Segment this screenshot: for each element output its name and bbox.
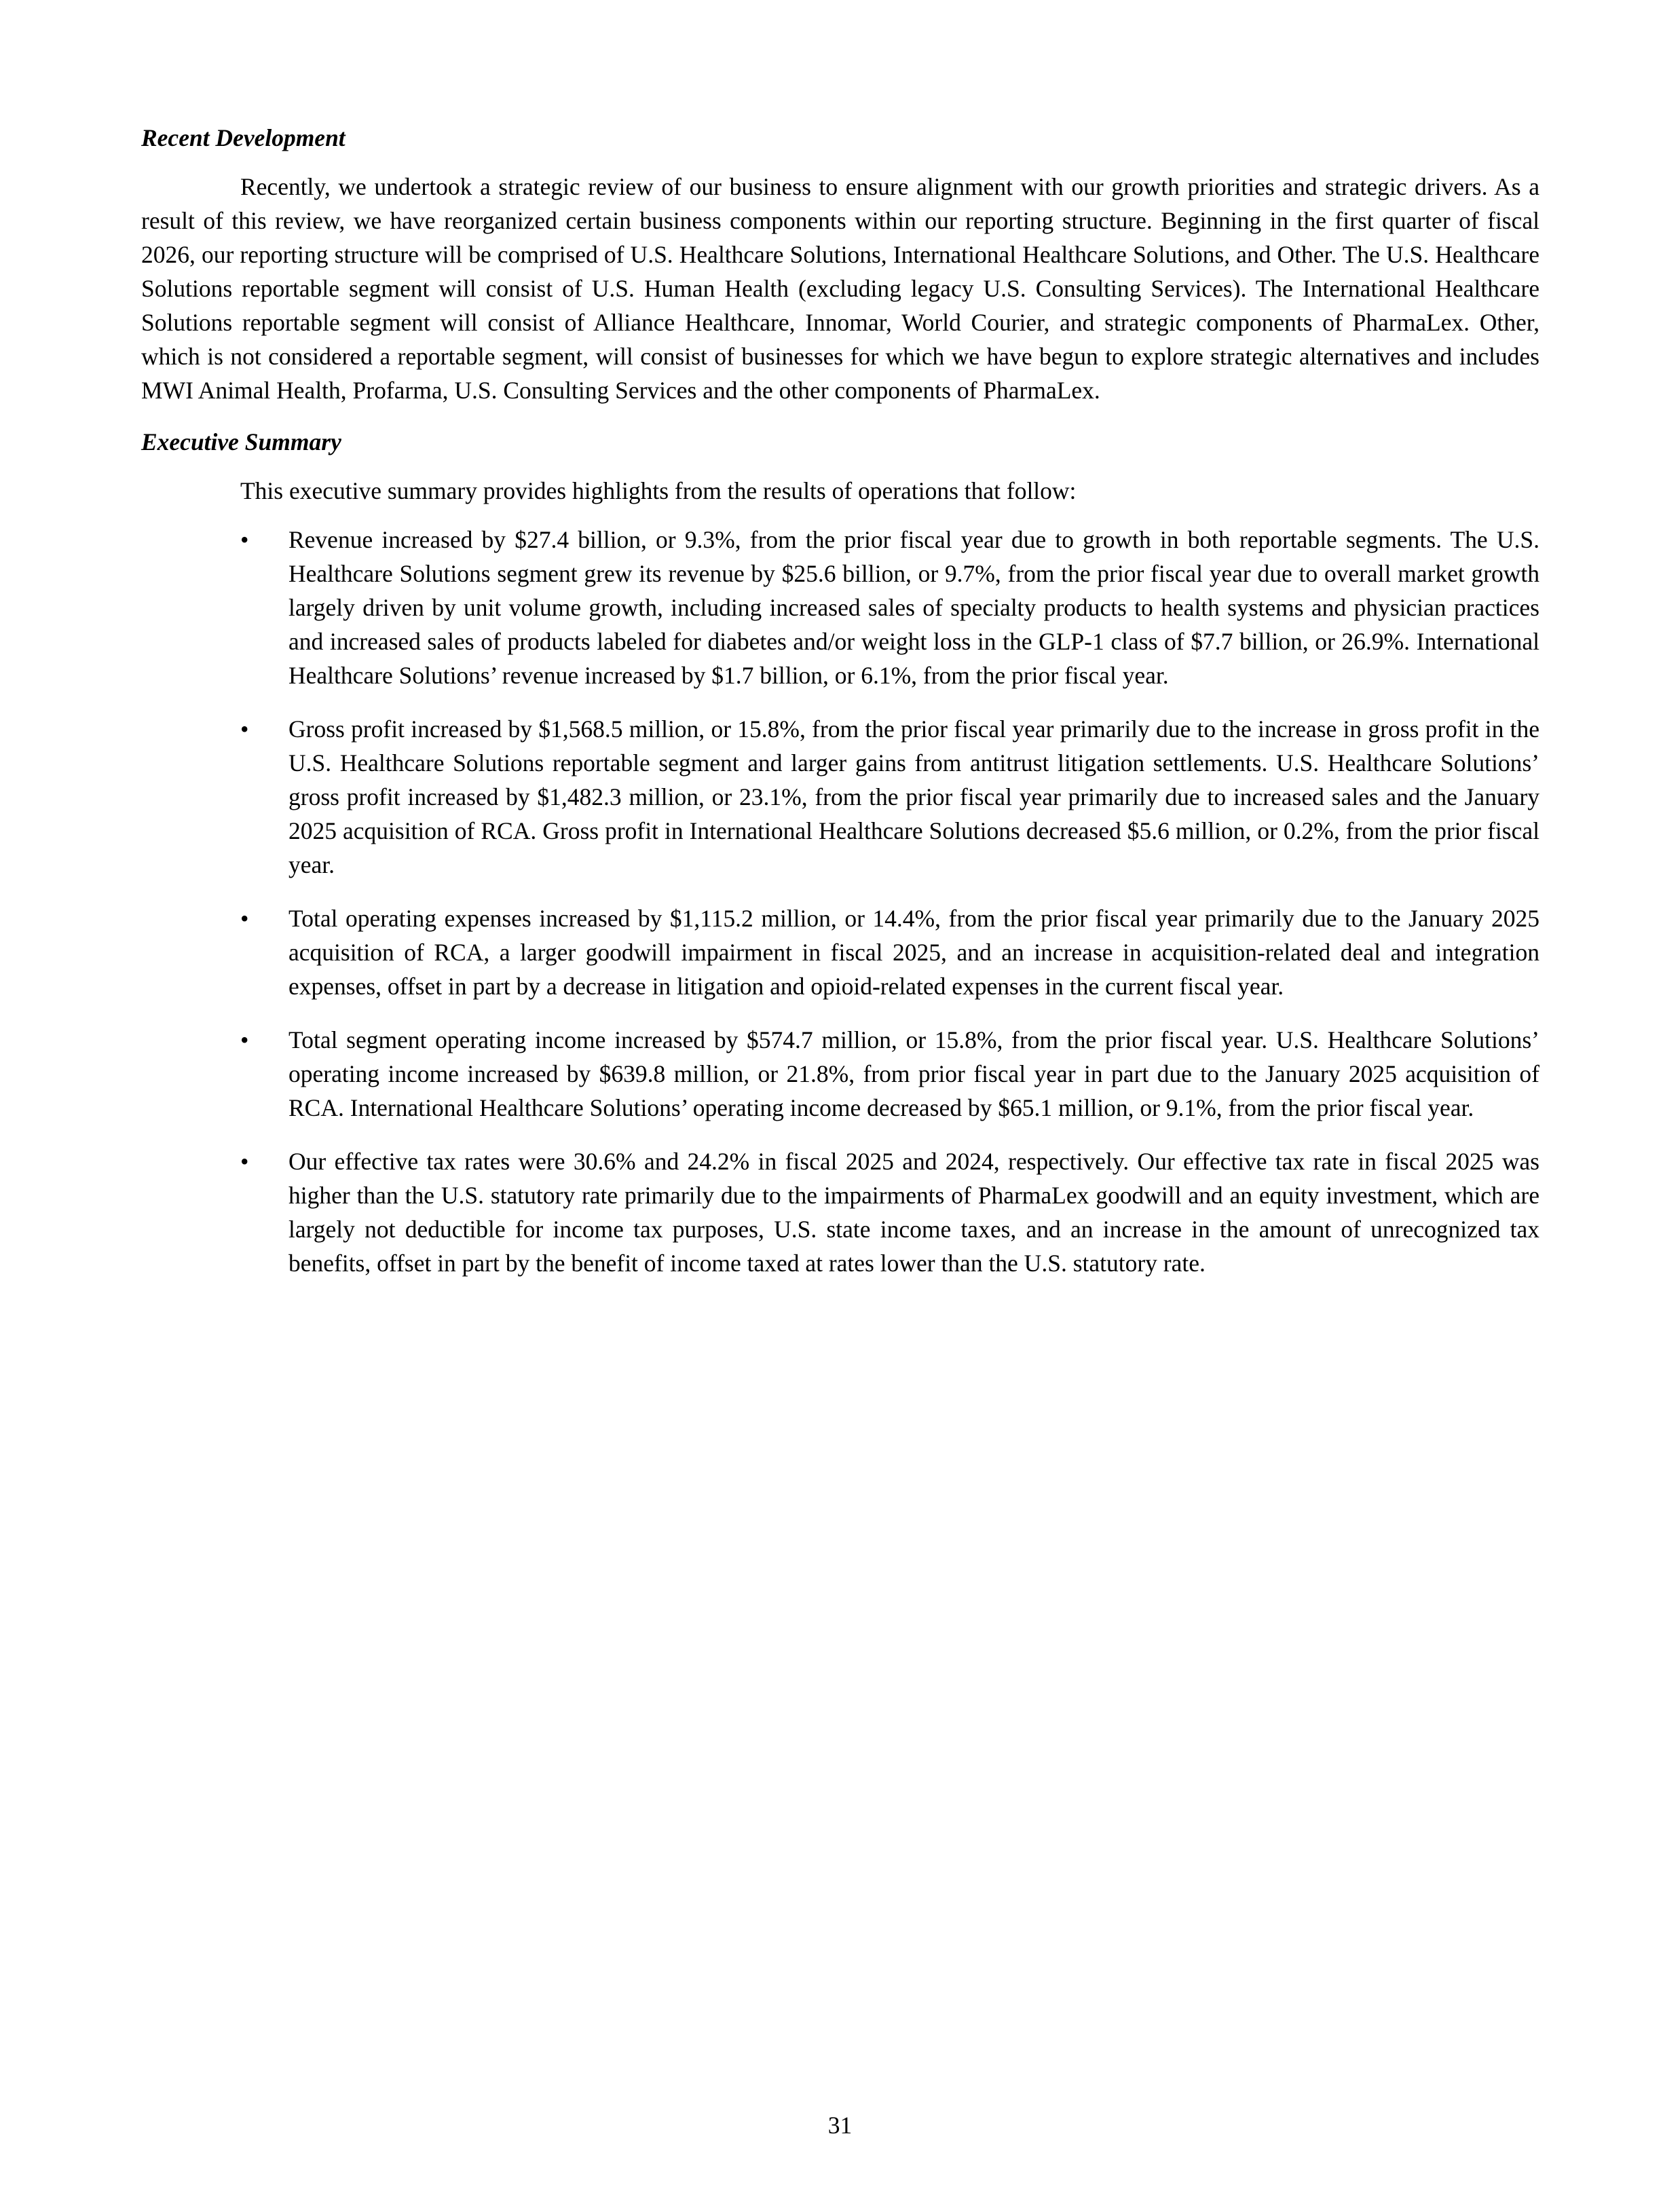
bullet-marker: • xyxy=(240,715,249,743)
executive-summary-intro: This executive summary provides highlights from the results of operations that follow: xyxy=(240,477,1077,504)
bullet-text: Gross profit increased by $1,568.5 million, or 15.8%, from the prior fiscal year primarily due to the increase in gross profit in the U.S. Healthcare Solutions reportable segment and larger gains from antitrust litigation settlements. U.S. Healthcare Solutions’ gross profit increased by $1,482.3 million, or 23.1%, from the prior fiscal year primarily due to increased sales and the January 2025 acquisition of RCA. Gross profit in International Healthcare Solutions decreased $5.6 million, or 0.2%, from the prior fiscal year. xyxy=(288,715,1539,878)
summary-bullet-operating-expenses xyxy=(141,901,1539,1003)
executive-summary-heading: Executive Summary xyxy=(141,428,341,455)
executive-summary-bullets xyxy=(141,523,1539,1280)
bullet-text: Total segment operating income increased by $574.7 million, or 15.8%, from the prior fiscal year. U.S. Healthcare Solutions’ operating income increased by $639.8 million, or 21.8%, from prior fiscal year in part due to the January 2025 acquisition of RCA. International Healthcare Solutions’ operating income decreased by $65.1 million, or 9.1%, from the prior fiscal year. xyxy=(288,1026,1539,1121)
bullet-marker: • xyxy=(240,1148,249,1175)
document-page xyxy=(141,121,1539,1300)
bullet-text: Total operating expenses increased by $1,115.2 million, or 14.4%, from the prior fiscal year primarily due to the January 2025 acquisition of RCA, a larger goodwill impairment in fiscal 2025, and an increase in acquisition-related deal and integration expenses, offset in part by a decrease in litigation and opioid-related expenses in the current fiscal year. xyxy=(288,905,1539,1000)
summary-bullet-segment-income xyxy=(141,1023,1539,1125)
bullet-marker: • xyxy=(240,905,249,932)
summary-bullet-tax-rates xyxy=(141,1144,1539,1280)
bullet-text: Revenue increased by $27.4 billion, or 9.3%, from the prior fiscal year due to growth in both reportable segments. The U.S. Healthcare Solutions segment grew its revenue by $25.6 billion, or 9.7%, from the prior fiscal year due to overall market growth largely driven by unit volume growth, including increased sales of specialty products to health systems and physician practices and increased sales of products labeled for diabetes and/or weight loss in the GLP-1 class of $7.7 billion, or 26.9%. International Healthcare Solutions’ revenue increased by $1.7 billion, or 6.1%, from the prior fiscal year. xyxy=(288,526,1539,689)
summary-bullet-revenue xyxy=(141,523,1539,692)
bullet-marker: • xyxy=(240,1026,249,1053)
bullet-marker: • xyxy=(240,526,249,553)
recent-development-heading: Recent Development xyxy=(141,124,346,151)
summary-bullet-gross-profit xyxy=(141,712,1539,882)
bullet-text: Our effective tax rates were 30.6% and 24.2% in fiscal 2025 and 2024, respectively. Our effective tax rate in fiscal 2025 was higher than the U.S. statutory rate primarily due to the impairments of PharmaLex goodwill and an equity investment, which are largely not deductible for income tax purposes, U.S. state income taxes, and an increase in the amount of unrecognized tax benefits, offset in part by the benefit of income taxed at rates lower than the U.S. statutory rate. xyxy=(288,1148,1539,1277)
recent-development-paragraph: Recently, we undertook a strategic review of our business to ensure alignment with our growth priorities and strategic drivers. As a result of this review, we have reorganized certain business components within our reporting structure. Beginning in the first quarter of fiscal 2026, our reporting structure will be comprised of U.S. Healthcare Solutions, International Healthcare Solutions, and Other. The U.S. Healthcare Solutions reportable segment will consist of U.S. Human Health (excluding legacy U.S. Consulting Services). The International Healthcare Solutions reportable segment will consist of Alliance Healthcare, Innomar, World Courier, and strategic components of PharmaLex. Other, which is not considered a reportable segment, will consist of businesses for which we have begun to explore strategic alternatives and includes MWI Animal Health, Profarma, U.S. Consulting Services and the other components of PharmaLex. xyxy=(141,173,1539,404)
page-number: 31 xyxy=(827,2112,853,2139)
